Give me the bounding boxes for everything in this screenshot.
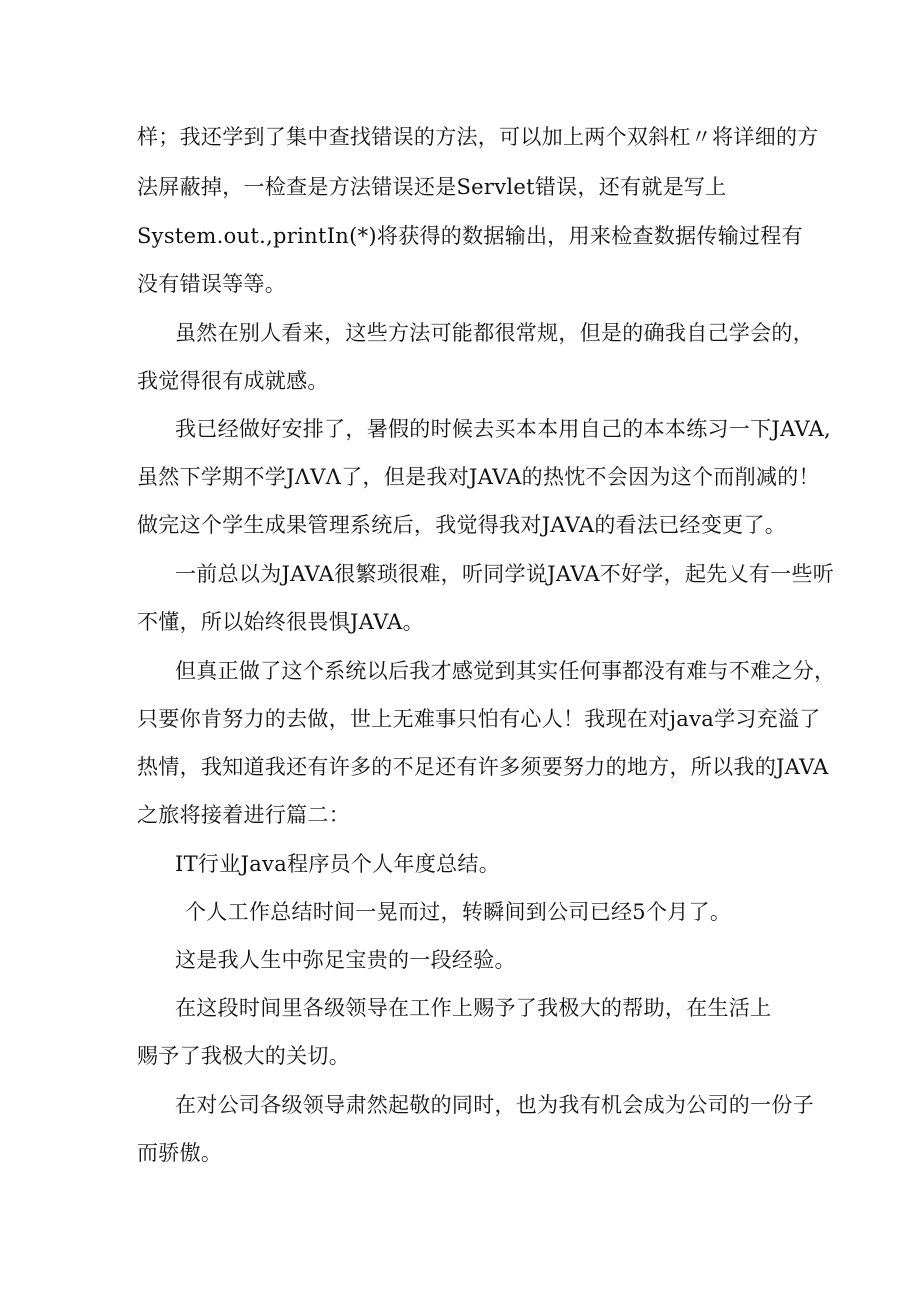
text-line: IT行业Java程序员个人年度总结。	[175, 852, 501, 876]
text-line: 在这段时间里各级领导在工作上赐予了我极大的帮助，在生活上	[175, 996, 772, 1020]
text-line: 但真正做了这个系统以后我才感觉到其实任何事都没有难与不难之分，	[175, 659, 836, 683]
text-line: 赐予了我极大的关切。	[137, 1044, 350, 1068]
text-line: 不懂，所以始终很畏惧JAVA。	[137, 610, 424, 634]
text-line: 只要你肯努力的去做，世上无难事只怕有心人！我现在对java学习充溢了	[137, 707, 821, 731]
text-line: 一前总以为JAVA很繁琐很难，听同学说JAVA不好学，起先乂有一些听	[175, 562, 835, 586]
text-line: 之旅将接着进行篇二：	[137, 803, 350, 827]
text-line: 虽然下学期不学JΛVΛ了，但是我对JAVA的热忱不会因为这个而削减的！	[137, 465, 820, 489]
text-line: System.out.,printIn(*)将获得的数据输出，用来检查数据传输过程有	[137, 224, 803, 248]
text-line: 没有错误等等。	[137, 272, 287, 296]
text-line: 做完这个学生成果管理系统后，我觉得我对JAVA的看法已经变更了。	[137, 513, 787, 537]
text-line: 法屏蔽掉，一检查是方法错误还是Servlet错误，还有就是写上	[137, 175, 727, 199]
text-line: 在对公司各级领导肃然起敬的同时，也为我有机会成为公司的一份子	[175, 1093, 814, 1117]
text-line: 我已经做好安排了，暑假的时候去买本本用自己的本本练习一下JAVA,	[175, 417, 832, 441]
text-line: 热情，我知道我还有许多的不足还有许多须要努力的地方，所以我的JAVA	[137, 755, 829, 779]
text-line: 而骄傲。	[137, 1141, 223, 1165]
text-line: 我觉得很有成就感。	[137, 369, 329, 393]
text-line: 个人工作总结时间一晃而过，转瞬间到公司已经5个月了。	[185, 900, 732, 924]
text-line: 这是我人生中弥足宝贵的一段经验。	[175, 948, 516, 972]
text-line: 样；我还学到了集中查找错误的方法，可以加上两个双斜杠〃将详细的方	[137, 125, 819, 149]
text-line: 虽然在别人看来，这些方法可能都很常规，但是的确我自己学会的，	[175, 321, 814, 345]
